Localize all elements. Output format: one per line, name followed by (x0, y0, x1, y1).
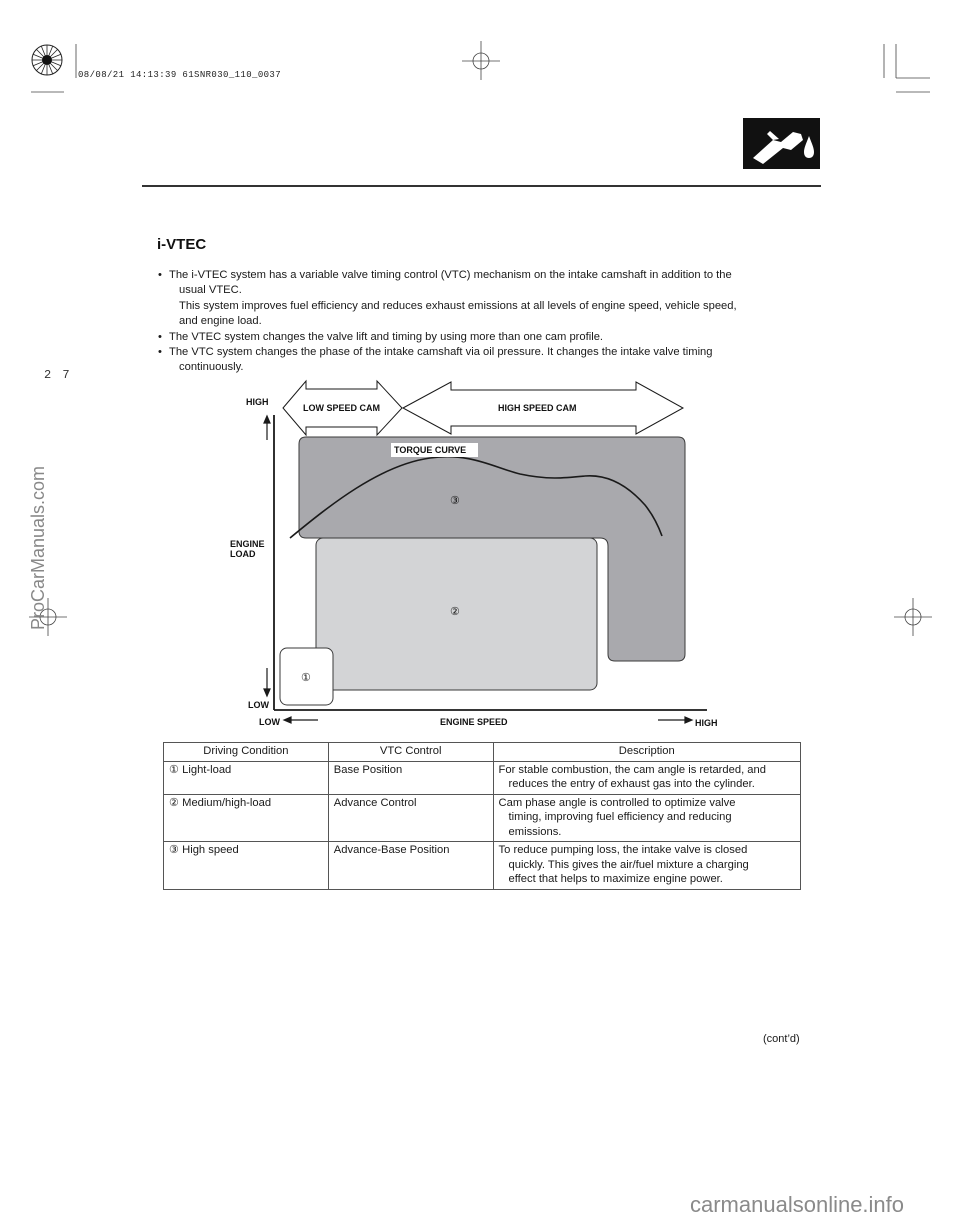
y-axis-high-label: HIGH (246, 397, 269, 407)
x-axis-title: ENGINE SPEED (440, 717, 508, 727)
cell-driving-condition: ① Light-load (164, 761, 329, 794)
x-axis-high-label: HIGH (695, 718, 718, 728)
vtc-control-table (163, 742, 801, 890)
cell-description: Cam phase angle is controlled to optimize valve timing, improving fuel efficiency and reducing emissions. (493, 794, 800, 842)
cell-vtc-control: Advance Control (328, 794, 493, 842)
cell-description: To reduce pumping loss, the intake valve is closed quickly. This gives the air/fuel mixture a charging effect that helps to maximize engine power. (493, 842, 800, 890)
y-axis-title-line1: ENGINE (230, 539, 265, 549)
region-3-marker: ③ (450, 495, 460, 507)
column-header-driving-condition: Driving Condition (164, 743, 329, 762)
section-title: i-VTEC (157, 236, 207, 253)
cell-description: For stable combustion, the cam angle is retarded, and reduces the entry of exhaust gas into the cylinder. (493, 761, 800, 794)
low-speed-cam-label: LOW SPEED CAM (303, 403, 381, 413)
cell-vtc-control: Advance-Base Position (328, 842, 493, 890)
cell-driving-condition: ③ High speed (164, 842, 329, 890)
bullet-item: • The VTC system changes the phase of the intake camshaft via oil pressure. It changes the intake valve timing continuously. (158, 346, 713, 374)
region-1-marker: ① (301, 672, 311, 684)
high-speed-cam-label: HIGH SPEED CAM (498, 403, 577, 413)
table-header-row (164, 743, 801, 762)
y-axis-low-label: LOW (248, 700, 269, 710)
y-axis-title-line2: LOAD (230, 549, 256, 559)
cell-driving-condition: ② Medium/high-load (164, 794, 329, 842)
cell-vtc-control: Base Position (328, 761, 493, 794)
bullet-item: • The i-VTEC system has a variable valve timing control (VTC) mechanism on the intake camshaft in addition to the usual VTEC. This system improves fuel efficiency and reduces exhaust emissions at all levels of engine speed, vehicle speed, and engine load. (158, 269, 737, 328)
column-header-description: Description (493, 743, 800, 762)
page-number: 2 7 (44, 368, 72, 382)
region-2-marker: ② (450, 606, 460, 618)
bottom-watermark: carmanualsonline.info (690, 1192, 905, 1217)
print-stamp: 08/08/21 14:13:39 61SNR030_110_0037 (78, 70, 282, 80)
table-row (164, 842, 801, 890)
side-watermark: ProCarManuals.com (28, 465, 48, 630)
table-row (164, 761, 801, 794)
continued-label: (cont’d) (763, 1033, 800, 1045)
bullet-item: • The VTEC system changes the valve lift and timing by using more than one cam profile. (158, 330, 604, 343)
x-axis-low-label: LOW (259, 717, 280, 727)
table-row (164, 794, 801, 842)
torque-curve-label: TORQUE CURVE (394, 445, 467, 455)
column-header-vtc-control: VTC Control (328, 743, 493, 762)
